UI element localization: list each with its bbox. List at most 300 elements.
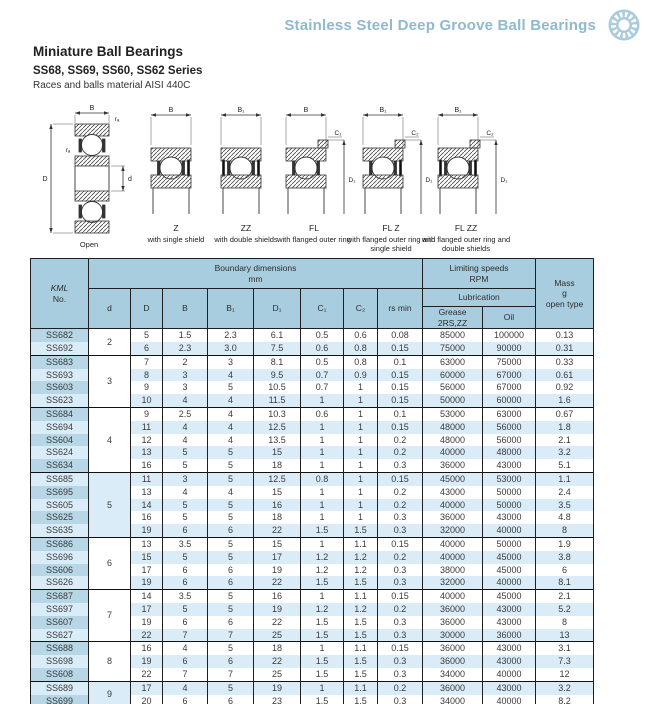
spec-cell-oil: 100000 xyxy=(483,329,536,342)
diagram-type-label: ZZ xyxy=(240,223,252,233)
svg-text:D₁: D₁ xyxy=(348,177,356,184)
spec-cell-B1: 6 xyxy=(208,616,254,629)
spec-cell-C2: 1 xyxy=(344,499,378,512)
spec-cell-rs: 0.3 xyxy=(378,695,423,704)
spec-cell-grease: 38000 xyxy=(423,564,483,577)
spec-cell-B: 6 xyxy=(163,564,208,577)
diagram-caption: with flanged outer ring and single shield xyxy=(346,235,436,254)
spec-cell-mass: 3.5 xyxy=(536,499,594,512)
spec-cell-B1: 5 xyxy=(208,473,254,486)
section-title: Miniature Ball Bearings xyxy=(33,44,184,59)
spec-cell-B: 3.5 xyxy=(163,590,208,603)
diagram-caption: with flanged outer ring xyxy=(277,235,351,244)
spec-cell-B: 4 xyxy=(163,394,208,407)
spec-cell-D1: 18 xyxy=(254,511,301,524)
spec-cell-C1: 1.5 xyxy=(301,695,344,704)
spec-cell-B: 6 xyxy=(163,655,208,668)
spec-cell-D1: 11.5 xyxy=(254,394,301,407)
spec-cell-mass: 1.9 xyxy=(536,538,594,551)
spec-cell-B: 3 xyxy=(163,473,208,486)
spec-cell-C1: 1 xyxy=(301,421,344,434)
spec-cell-grease: 48000 xyxy=(423,434,483,447)
spec-cell-oil: 43000 xyxy=(483,642,536,655)
spec-table-body xyxy=(31,329,594,704)
table-row xyxy=(31,355,594,368)
spec-cell-C2: 1.5 xyxy=(344,695,378,704)
spec-cell-D1: 25 xyxy=(254,629,301,642)
spec-cell-B1: 6 xyxy=(208,564,254,577)
spec-cell-rs: 0.1 xyxy=(378,408,423,421)
spec-cell-D: 8 xyxy=(131,369,163,382)
spec-cell-B1: 6 xyxy=(208,576,254,589)
col-header-limiting-speeds: Limiting speeds RPM xyxy=(423,259,536,289)
spec-cell-C1: 1 xyxy=(301,486,344,499)
bearing-number-cell: SS625 xyxy=(31,511,89,524)
spec-cell-D: 6 xyxy=(131,342,163,355)
spec-cell-B: 6 xyxy=(163,524,208,537)
spec-cell-grease: 40000 xyxy=(423,551,483,564)
spec-cell-B: 5 xyxy=(163,511,208,524)
spec-cell-grease: 56000 xyxy=(423,381,483,394)
bore-diameter-cell: 2 xyxy=(89,329,131,356)
bore-diameter-cell: 3 xyxy=(89,355,131,407)
spec-cell-D: 9 xyxy=(131,408,163,421)
spec-cell-D: 16 xyxy=(131,642,163,655)
spec-cell-C2: 1 xyxy=(344,421,378,434)
spec-cell-D: 19 xyxy=(131,616,163,629)
spec-cell-mass: 5.1 xyxy=(536,459,594,472)
spec-cell-oil: 43000 xyxy=(483,681,536,694)
diagram-open xyxy=(30,104,148,249)
spec-cell-grease: 43000 xyxy=(423,486,483,499)
spec-cell-C2: 1.5 xyxy=(344,576,378,589)
spec-cell-mass: 3.2 xyxy=(536,681,594,694)
bore-diameter-cell: 8 xyxy=(89,642,131,681)
spec-cell-D: 14 xyxy=(131,590,163,603)
spec-cell-rs: 0.15 xyxy=(378,394,423,407)
spec-cell-C2: 1 xyxy=(344,511,378,524)
spec-cell-D1: 15 xyxy=(254,486,301,499)
spec-cell-C1: 0.5 xyxy=(301,355,344,368)
spec-cell-grease: 63000 xyxy=(423,355,483,368)
spec-cell-B1: 5 xyxy=(208,551,254,564)
spec-cell-rs: 0.08 xyxy=(378,329,423,342)
bore-diameter-cell: 9 xyxy=(89,681,131,704)
spec-cell-grease: 30000 xyxy=(423,629,483,642)
spec-cell-D1: 7.5 xyxy=(254,342,301,355)
spec-cell-oil: 43000 xyxy=(483,655,536,668)
svg-text:D: D xyxy=(42,176,48,183)
spec-cell-oil: 43000 xyxy=(483,616,536,629)
spec-cell-D1: 12.5 xyxy=(254,473,301,486)
spec-cell-C2: 1.2 xyxy=(344,564,378,577)
spec-cell-B: 5 xyxy=(163,603,208,616)
col-header-d: d xyxy=(89,289,131,329)
spec-cell-B: 7 xyxy=(163,629,208,642)
spec-cell-C2: 1.2 xyxy=(344,603,378,616)
spec-cell-C2: 0.8 xyxy=(344,355,378,368)
svg-text:B₁: B₁ xyxy=(237,107,245,114)
spec-cell-rs: 0.3 xyxy=(378,576,423,589)
diagram-caption: Open xyxy=(79,240,99,249)
table-row xyxy=(31,408,594,421)
spec-cell-mass: 2.1 xyxy=(536,434,594,447)
bearing-number-cell: SS685 xyxy=(31,473,89,486)
spec-cell-C1: 1 xyxy=(301,511,344,524)
table-row xyxy=(31,642,594,655)
spec-cell-B: 4 xyxy=(163,681,208,694)
col-header-D: D xyxy=(131,289,163,329)
spec-cell-D: 5 xyxy=(131,329,163,342)
spec-cell-C1: 1 xyxy=(301,538,344,551)
spec-cell-D1: 17 xyxy=(254,551,301,564)
spec-cell-C1: 1.5 xyxy=(301,576,344,589)
spec-cell-B1: 6 xyxy=(208,524,254,537)
spec-cell-B1: 5 xyxy=(208,538,254,551)
spec-cell-C2: 1 xyxy=(344,446,378,459)
spec-cell-B: 2.3 xyxy=(163,342,208,355)
spec-cell-D1: 13.5 xyxy=(254,434,301,447)
spec-cell-grease: 34000 xyxy=(423,668,483,681)
spec-cell-C1: 1.5 xyxy=(301,616,344,629)
spec-cell-D: 19 xyxy=(131,576,163,589)
spec-cell-B1: 6 xyxy=(208,655,254,668)
spec-cell-rs: 0.15 xyxy=(378,369,423,382)
spec-cell-D1: 25 xyxy=(254,668,301,681)
col-header-kml-no: KML No. xyxy=(31,259,89,329)
bearing-cross-section-open-icon xyxy=(30,104,148,238)
material-note: Races and balls material AISI 440C xyxy=(33,80,191,91)
spec-cell-oil: 36000 xyxy=(483,629,536,642)
spec-cell-D1: 10.5 xyxy=(254,381,301,394)
spec-cell-rs: 0.2 xyxy=(378,486,423,499)
bearing-number-cell: SS688 xyxy=(31,642,89,655)
spec-cell-mass: 0.92 xyxy=(536,381,594,394)
spec-cell-B: 4 xyxy=(163,642,208,655)
spec-cell-C2: 1 xyxy=(344,473,378,486)
spec-cell-D: 9 xyxy=(131,381,163,394)
spec-cell-B1: 4 xyxy=(208,434,254,447)
spec-cell-B: 7 xyxy=(163,668,208,681)
svg-text:B₁: B₁ xyxy=(379,107,387,114)
spec-cell-B: 5 xyxy=(163,446,208,459)
bearing-number-cell: SS686 xyxy=(31,538,89,551)
spec-cell-mass: 13 xyxy=(536,629,594,642)
spec-cell-D1: 22 xyxy=(254,524,301,537)
spec-cell-rs: 0.15 xyxy=(378,590,423,603)
spec-cell-D1: 15 xyxy=(254,538,301,551)
spec-cell-grease: 36000 xyxy=(423,655,483,668)
spec-cell-B1: 5 xyxy=(208,603,254,616)
bearing-section-drawing xyxy=(420,104,512,222)
spec-cell-grease: 40000 xyxy=(423,590,483,603)
page-title: Stainless Steel Deep Groove Ball Bearings xyxy=(284,16,596,34)
spec-cell-rs: 0.2 xyxy=(378,603,423,616)
spec-cell-C2: 1.2 xyxy=(344,551,378,564)
spec-cell-mass: 3.8 xyxy=(536,551,594,564)
spec-cell-grease: 36000 xyxy=(423,616,483,629)
col-header-B: B xyxy=(163,289,208,329)
svg-text:rₐ: rₐ xyxy=(114,116,120,123)
spec-cell-grease: 40000 xyxy=(423,538,483,551)
spec-cell-D: 12 xyxy=(131,434,163,447)
diagram-type-label: FL ZZ xyxy=(454,223,478,233)
bearing-number-cell: SS695 xyxy=(31,486,89,499)
spec-cell-D1: 10.3 xyxy=(254,408,301,421)
spec-cell-C2: 1 xyxy=(344,434,378,447)
spec-cell-mass: 5.2 xyxy=(536,603,594,616)
spec-cell-B: 4 xyxy=(163,434,208,447)
spec-cell-oil: 67000 xyxy=(483,381,536,394)
spec-cell-grease: 40000 xyxy=(423,446,483,459)
spec-cell-mass: 2.4 xyxy=(536,486,594,499)
diagram-type-label: Z xyxy=(173,223,179,233)
intro-block xyxy=(33,44,202,91)
spec-cell-rs: 0.2 xyxy=(378,446,423,459)
spec-cell-mass: 3.2 xyxy=(536,446,594,459)
spec-cell-rs: 0.3 xyxy=(378,459,423,472)
spec-cell-mass: 12 xyxy=(536,668,594,681)
table-row xyxy=(31,681,594,694)
spec-cell-B: 6 xyxy=(163,695,208,704)
spec-cell-oil: 60000 xyxy=(483,394,536,407)
spec-cell-D: 17 xyxy=(131,681,163,694)
spec-cell-D1: 6.1 xyxy=(254,329,301,342)
spec-cell-oil: 43000 xyxy=(483,511,536,524)
spec-cell-grease: 48000 xyxy=(423,421,483,434)
spec-cell-rs: 0.3 xyxy=(378,668,423,681)
spec-cell-oil: 50000 xyxy=(483,538,536,551)
spec-cell-D: 22 xyxy=(131,668,163,681)
spec-cell-rs: 0.15 xyxy=(378,421,423,434)
spec-cell-mass: 6 xyxy=(536,564,594,577)
bearing-number-cell: SS693 xyxy=(31,369,89,382)
spec-cell-D: 19 xyxy=(131,524,163,537)
svg-text:C₂: C₂ xyxy=(411,130,419,137)
spec-cell-D: 13 xyxy=(131,486,163,499)
col-header-B1: B₁ xyxy=(208,289,254,329)
bearing-number-cell: SS623 xyxy=(31,394,89,407)
spec-cell-mass: 0.31 xyxy=(536,342,594,355)
diagram-fl-zz xyxy=(420,104,512,254)
spec-cell-C1: 1.5 xyxy=(301,629,344,642)
bearing-number-cell: SS683 xyxy=(31,355,89,368)
spec-cell-B1: 4 xyxy=(208,369,254,382)
spec-cell-B1: 4 xyxy=(208,408,254,421)
spec-cell-D1: 22 xyxy=(254,576,301,589)
spec-cell-B1: 3 xyxy=(208,355,254,368)
spec-cell-mass: 8 xyxy=(536,524,594,537)
spec-cell-grease: 32000 xyxy=(423,524,483,537)
spec-cell-B1: 7 xyxy=(208,629,254,642)
spec-cell-mass: 7.3 xyxy=(536,655,594,668)
table-row xyxy=(31,590,594,603)
bearing-number-cell: SS692 xyxy=(31,342,89,355)
spec-cell-rs: 0.1 xyxy=(378,355,423,368)
spec-cell-B: 3 xyxy=(163,369,208,382)
spec-cell-C2: 1 xyxy=(344,459,378,472)
spec-cell-D1: 22 xyxy=(254,616,301,629)
spec-cell-B1: 3.0 xyxy=(208,342,254,355)
spec-cell-D: 11 xyxy=(131,473,163,486)
spec-cell-C1: 1 xyxy=(301,590,344,603)
spec-cell-oil: 43000 xyxy=(483,459,536,472)
spec-cell-C1: 1.5 xyxy=(301,655,344,668)
bearing-section-drawing xyxy=(39,104,139,238)
spec-cell-oil: 63000 xyxy=(483,408,536,421)
spec-cell-C2: 0.8 xyxy=(344,342,378,355)
svg-text:D₁: D₁ xyxy=(425,177,433,184)
spec-cell-B1: 2.3 xyxy=(208,329,254,342)
spec-cell-C2: 1.5 xyxy=(344,524,378,537)
spec-cell-D: 22 xyxy=(131,629,163,642)
col-header-C2: C₂ xyxy=(344,289,378,329)
col-header-lubrication: Lubrication xyxy=(423,289,536,307)
spec-cell-rs: 0.2 xyxy=(378,434,423,447)
spec-cell-B1: 5 xyxy=(208,681,254,694)
spec-cell-B: 6 xyxy=(163,576,208,589)
spec-cell-D: 13 xyxy=(131,446,163,459)
spec-cell-grease: 36000 xyxy=(423,681,483,694)
spec-cell-D: 16 xyxy=(131,459,163,472)
spec-cell-C2: 1.1 xyxy=(344,642,378,655)
diagram-strip xyxy=(0,104,648,256)
spec-cell-grease: 50000 xyxy=(423,394,483,407)
spec-cell-mass: 8.1 xyxy=(536,576,594,589)
spec-cell-mass: 1.1 xyxy=(536,473,594,486)
spec-cell-C1: 0.5 xyxy=(301,329,344,342)
bearing-number-cell: SS608 xyxy=(31,668,89,681)
spec-cell-oil: 40000 xyxy=(483,695,536,704)
col-header-D1: D₁ xyxy=(254,289,301,329)
spec-cell-oil: 45000 xyxy=(483,551,536,564)
spec-cell-B1: 6 xyxy=(208,695,254,704)
spec-cell-C1: 0.7 xyxy=(301,381,344,394)
masthead xyxy=(284,6,644,44)
spec-cell-C1: 0.6 xyxy=(301,342,344,355)
spec-cell-oil: 56000 xyxy=(483,434,536,447)
bearing-number-cell: SS682 xyxy=(31,329,89,342)
spec-cell-D: 17 xyxy=(131,603,163,616)
spec-cell-oil: 40000 xyxy=(483,668,536,681)
spec-cell-mass: 4.8 xyxy=(536,511,594,524)
spec-cell-rs: 0.15 xyxy=(378,473,423,486)
spec-cell-rs: 0.2 xyxy=(378,551,423,564)
col-header-mass: Mass g open type xyxy=(536,259,594,329)
bearing-number-cell: SS627 xyxy=(31,629,89,642)
spec-cell-rs: 0.15 xyxy=(378,342,423,355)
spec-cell-C2: 0.6 xyxy=(344,329,378,342)
spec-cell-C2: 1.5 xyxy=(344,668,378,681)
spec-cell-mass: 0.33 xyxy=(536,355,594,368)
spec-cell-oil: 40000 xyxy=(483,576,536,589)
spec-cell-grease: 85000 xyxy=(423,329,483,342)
spec-cell-D1: 19 xyxy=(254,564,301,577)
spec-cell-B1: 5 xyxy=(208,381,254,394)
diagram-type-label: FL xyxy=(309,223,319,233)
spec-cell-grease: 53000 xyxy=(423,408,483,421)
table-row xyxy=(31,329,594,342)
spec-cell-grease: 45000 xyxy=(423,473,483,486)
col-header-C1: C₁ xyxy=(301,289,344,329)
diagram-caption: with flanged outer ring and double shields xyxy=(421,235,511,254)
bearing-number-cell: SS634 xyxy=(31,459,89,472)
spec-cell-oil: 45000 xyxy=(483,590,536,603)
bearing-number-cell: SS698 xyxy=(31,655,89,668)
bearing-number-cell: SS689 xyxy=(31,681,89,694)
spec-cell-oil: 50000 xyxy=(483,499,536,512)
spec-cell-D: 14 xyxy=(131,499,163,512)
col-header-grease: Grease 2RS,ZZ xyxy=(423,307,483,329)
spec-cell-mass: 1.8 xyxy=(536,421,594,434)
spec-cell-D1: 16 xyxy=(254,590,301,603)
spec-cell-oil: 53000 xyxy=(483,473,536,486)
spec-cell-rs: 0.3 xyxy=(378,564,423,577)
spec-cell-D: 13 xyxy=(131,538,163,551)
spec-cell-C1: 0.7 xyxy=(301,369,344,382)
spec-cell-B: 5 xyxy=(163,459,208,472)
spec-cell-D1: 16 xyxy=(254,499,301,512)
spec-cell-C1: 1.2 xyxy=(301,603,344,616)
spec-cell-D1: 19 xyxy=(254,603,301,616)
bearing-cross-section-fl-zz-icon xyxy=(420,104,512,222)
spec-cell-rs: 0.3 xyxy=(378,629,423,642)
spec-cell-oil: 48000 xyxy=(483,446,536,459)
spec-cell-oil: 50000 xyxy=(483,486,536,499)
spec-cell-oil: 43000 xyxy=(483,603,536,616)
spec-cell-D: 10 xyxy=(131,394,163,407)
svg-text:D₁: D₁ xyxy=(500,177,508,184)
spec-cell-C2: 1 xyxy=(344,381,378,394)
bearing-number-cell: SS687 xyxy=(31,590,89,603)
spec-cell-rs: 0.15 xyxy=(378,538,423,551)
spec-cell-D: 16 xyxy=(131,511,163,524)
bearing-number-cell: SS604 xyxy=(31,434,89,447)
spec-cell-B1: 4 xyxy=(208,421,254,434)
spec-cell-C1: 1.5 xyxy=(301,524,344,537)
spec-cell-B: 5 xyxy=(163,551,208,564)
spec-cell-grease: 60000 xyxy=(423,369,483,382)
bearing-number-cell: SS603 xyxy=(31,381,89,394)
spec-cell-B1: 5 xyxy=(208,642,254,655)
spec-cell-rs: 0.3 xyxy=(378,655,423,668)
spec-cell-mass: 8.2 xyxy=(536,695,594,704)
spec-cell-mass: 0.61 xyxy=(536,369,594,382)
spec-cell-mass: 8 xyxy=(536,616,594,629)
spec-cell-grease: 32000 xyxy=(423,576,483,589)
spec-cell-C1: 1 xyxy=(301,642,344,655)
spec-cell-B1: 5 xyxy=(208,446,254,459)
spec-cell-C1: 1.5 xyxy=(301,668,344,681)
spec-cell-rs: 0.2 xyxy=(378,499,423,512)
spec-cell-D1: 15 xyxy=(254,446,301,459)
spec-table-header xyxy=(31,259,594,329)
bearing-number-cell: SS684 xyxy=(31,408,89,421)
bearing-spec-table xyxy=(30,258,594,704)
spec-cell-B1: 5 xyxy=(208,499,254,512)
spec-cell-grease: 75000 xyxy=(423,342,483,355)
spec-cell-D1: 18 xyxy=(254,642,301,655)
svg-text:B: B xyxy=(89,105,95,112)
spec-cell-D: 11 xyxy=(131,421,163,434)
spec-cell-C2: 1.1 xyxy=(344,590,378,603)
spec-cell-C2: 0.9 xyxy=(344,369,378,382)
svg-text:rₐ: rₐ xyxy=(65,147,71,154)
spec-cell-B: 5 xyxy=(163,499,208,512)
spec-cell-D: 19 xyxy=(131,655,163,668)
spec-cell-D: 17 xyxy=(131,564,163,577)
col-header-oil: Oil xyxy=(483,307,536,329)
